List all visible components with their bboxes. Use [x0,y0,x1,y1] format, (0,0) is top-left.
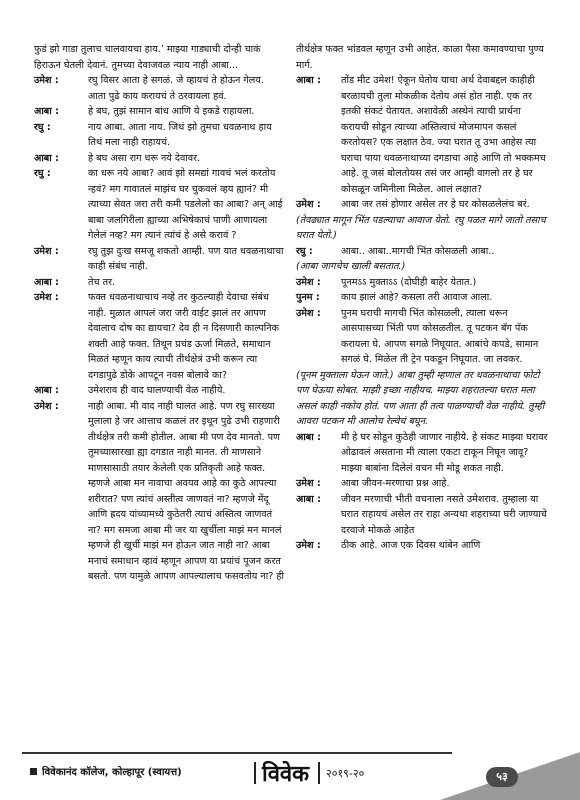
dialogue-line [296,306,550,368]
dialogue-text: आबा.. आबा..मागची भिंत कोसळली आबा.. [341,245,495,257]
speaker-name: उमेश : [34,245,59,257]
footer [0,752,580,800]
dialogue-text: नाय आबा. आता नाय. जिथं झो तुमचा धवळनाथ हाय तिथं मला नाही राहायचं. [88,121,272,148]
dialogue-line [34,290,284,383]
dialogue-line [34,120,284,151]
dialogue-text: रघु विसर आता हे सगळं. जे व्हायचं ते होऊन गेलय. आता पुढे काय करायचं ते ठरवायला हवं. [88,75,264,102]
dialogue-text: फुडं झो गाडा तुलाच चालवायचा हाय.’ माझ्या गाड्याची दोन्ही चाकं हिराऊन घेतली देवानं. तुमच्या देवाजवळ न्याय नाही आबा... [34,44,261,71]
dialogue-text: पूनमऽऽ मुक्ताऽऽ (दोघीही बाहेर येतात.) [341,276,477,288]
dialogue-line [296,368,550,430]
dialogue-line [296,197,550,213]
academic-year: २०१९-२० [326,767,365,780]
speaker-name: आबा : [296,493,321,505]
dialogue-line [34,399,284,585]
dialogue-text: फक्त धवळनाथाचाच नव्हे तर कुठल्याही देवाचा संबंध नाही. मुळात आपलं जरा जरी वाईट झालं तर आपण देवालाच दोष का द्यायचा? देव ही न दिसणारी काल्पनिक शक्ती आहे फक्त. तिथून प्रचंड ऊर्जा मिळते, समाधान मिळतं म्हणून काय त्याची तीर्थक्षेत्रं उभी करून त्या दगडापुढे डोके आपटून नवस बोलावे का? [88,292,279,381]
speaker-name: रघु : [34,121,51,133]
square-bullet-icon [30,768,37,775]
speaker-name: उमेश : [296,199,321,210]
dialogue-line [296,492,550,539]
dialogue-line [34,383,284,399]
dialogue-line [296,213,550,244]
speaker-name: आबा : [296,431,321,443]
dialogue-text: काय झालं आहे? कसला तरी आवाज आला. [341,292,493,303]
magazine-logo: विवेक [262,761,310,787]
dialogue-text: मी हे घर सोडून कुठेही जाणार नाहीये. हे संकट माझ्या घरावर ओढावलं असताना मी त्याला एकटा टाकून निघून जावू? माझ्या बाबांना दिलेलं वचन मी मोडू शकत नाही. [341,431,548,474]
dialogue-line [296,244,550,260]
speaker-name: आबा : [34,276,59,288]
speaker-name: आबा : [34,106,59,117]
dialogue-text: तोंड मीट उमेश! ऐकून घेतोय याचा अर्थ देवाबद्दल काहीही बरळायची तुला मोकळीक देतोय असं होत नाही. एक तर इतकी संकटं येतायत. अशावेळी अस्थेनं त्याची प्रार्थना करायची सोडून त्याच्या अस्तित्वाचं मोजमापन कसलं करतोयस? एक लक्षात ठेव. ज्या घरात तू उभा आहेस त्या घराचा पाया धवळनाथाच्या दगडाचा आहे आणि तो भक्कमच आहे. तू जसं बोलतोयस तसं जर आम्ही वागलो तर हे घर कोसळून जमिनीला मिळेल. आलं लक्षात? [341,75,546,195]
stage-direction: (पूनम मुक्ताला घेऊन जाते.) आबा तुम्ही म्हणाल तर धवळनाथाचा फोटो पण घेऊया सोबत. माझी इच्छा नाहीयच. माझ्या शहरातल्या घरात मला असलं काही नकोय होतं. पण आता ही तत्व पाळण्याची वेळ नाहीये. तुम्ही आवरा पटकन मी आलोच रेल्वेचं बघून. [296,369,545,427]
dialogue-line [296,275,550,291]
dialogue-line [34,151,284,167]
dialogue-line [296,538,550,554]
speaker-name: उमेश : [296,540,321,551]
dialogue-line [34,275,284,291]
dialogue-line [296,290,550,306]
dialogue-line [34,166,284,244]
dialogue-text: का धरू नये आबा? आवं झो समद्यां गावचं भलं करतोय न्हवं? मग गावातलं माझंच घर चुकवलं व्हय ह्यानं? मी त्याच्या सेवत जरा तरी कमी पडलेलो का आबा? अन्‌ आई बाबा जलगिरीला ह्याच्या अभिषेकाचं पाणी आणायला गेलेलं नव्ह? मग त्यानं त्यांचं हे असे करावं ? [88,168,283,241]
dialogue-text: आबा जर तसं होणार असेल तर हे घर कोसळलेलंच बरं. [341,199,530,210]
left-column [34,42,284,585]
dialogue-text: आबा जीवन-मरणाचा प्रश्न आहे. [341,478,450,489]
college-label: विवेकानंद कॉलेज, कोल्हापूर (स्वायत्त) [42,767,182,778]
speaker-name: रघु : [296,245,313,257]
dialogue-text: हे बघ, तुझं सामान बांध आणि ये इकडे राहायला. [88,106,255,117]
dialogue-line [296,73,550,197]
dialogue-line [296,42,550,73]
dialogue-line [296,476,550,492]
speaker-name: आबा : [296,75,321,86]
dialogue-text: जीवन मरणाची भीती वचनाला नसते उमेशराव. तुम्हाला या घरात राहायचं असेल तर राहा अन्यथा शहराच्या घरी जाण्याचे दरवाजे मोकळे आहेत [341,493,547,536]
dialogue-text: उमेशराव ही वाद घालण्याची वेळ नाहीये. [88,385,226,396]
stage-direction: (तेवढ्यात मागून भिंत पडल्याचा आवाज येतो. रघु पळत मागे जातो तसाच घरात येतो.) [296,214,546,241]
speaker-name: रघु : [34,168,51,179]
dialogue-line [34,104,284,120]
divider-bar [254,762,256,784]
speaker-name: उमेश : [34,75,59,86]
dialogue-line [34,42,284,73]
speaker-name: उमेश : [34,292,59,303]
speaker-name: आबा : [34,385,59,396]
college-name [30,764,182,778]
dialogue-text: पुनम घराची मागची भिंत कोसळली, त्याला धरून आसपासच्या भिंती पण कोसळतील. तू पटकन बॅग पॅक करायला घे. आपण सगळे निघूयात. आबांचे कपडे, सामान सगळं घे. मिळेल ती ट्रेन पकडून निघूयात. जा लवकर. [341,307,539,365]
stage-direction: (आबा जागचेच खाली बसतात.) [296,261,406,272]
page-number: ५३ [486,767,518,787]
dialogue-line [34,73,284,104]
dialogue-line [296,259,550,275]
footer-rule [22,752,452,754]
speaker-name: पुनम : [296,292,320,303]
speaker-name: आबा : [34,152,59,164]
dialogue-text: ठीक आहे. आज एक दिवस थांबेन आणि [341,540,481,551]
dialogue-text: हे बघ असा राग धरू नये देवावर. [88,152,201,164]
speaker-name: उमेश : [296,276,321,288]
speaker-name: उमेश : [296,307,321,319]
dialogue-text: रघु तुझ दुःख समजू शकतो आम्ही. पण यात धवळनाथाचा काही संबंध नाही. [88,245,284,272]
divider-bar [318,762,320,784]
dialogue-line [34,244,284,275]
dialogue-line [296,430,550,477]
speaker-name: उमेश : [34,400,59,412]
dialogue-text: तेच तर. [88,276,116,288]
dialogue-text: तीर्थक्षेत्र फक्त भांडवल म्हणून उभी आहेत. काळा पैसा कमावण्याचा पुण्य मार्ग. [296,44,544,71]
right-column [296,42,550,554]
dialogue-text: नाही आबा. मी वाद नाही घालत आहे. पण रघु सारख्या मुलाला हे जर आत्ताच कळलं तर इथून पुढे उभी राहणारी तीर्थक्षेत्र तरी कमी होतील. आबा मी पण देव मानतो. पण तुमच्यासारखा ह्या दगडात नाही मानत. ती माणसाने माणसासाठी तयार केलेली एक प्रतिकृती आहे फक्त. म्हणजे आबा मन नावाचा अवयव आहे का कुठे आपल्या शरीरात? पण त्यांचं अस्तीत्व जाणवतं ना? म्हणजे मेंदू आणि ह्रदय यांच्यामध्ये कुठेतरी त्याचं अस्तित्व जाणवतं ना? मग समजा आबा मी जर या खुर्चीला माझं मन मानलं म्हणजे ही खुर्ची माझं मन होऊन जात नाही ना? आबा मनाचं समाधान व्हावं म्हणून आपण या प्रयांचं पूजन करत बसतो. पण यामुळे आपण आपल्यालाच फसवतोय ना? ही [88,400,284,582]
speaker-name: उमेश : [296,478,321,489]
